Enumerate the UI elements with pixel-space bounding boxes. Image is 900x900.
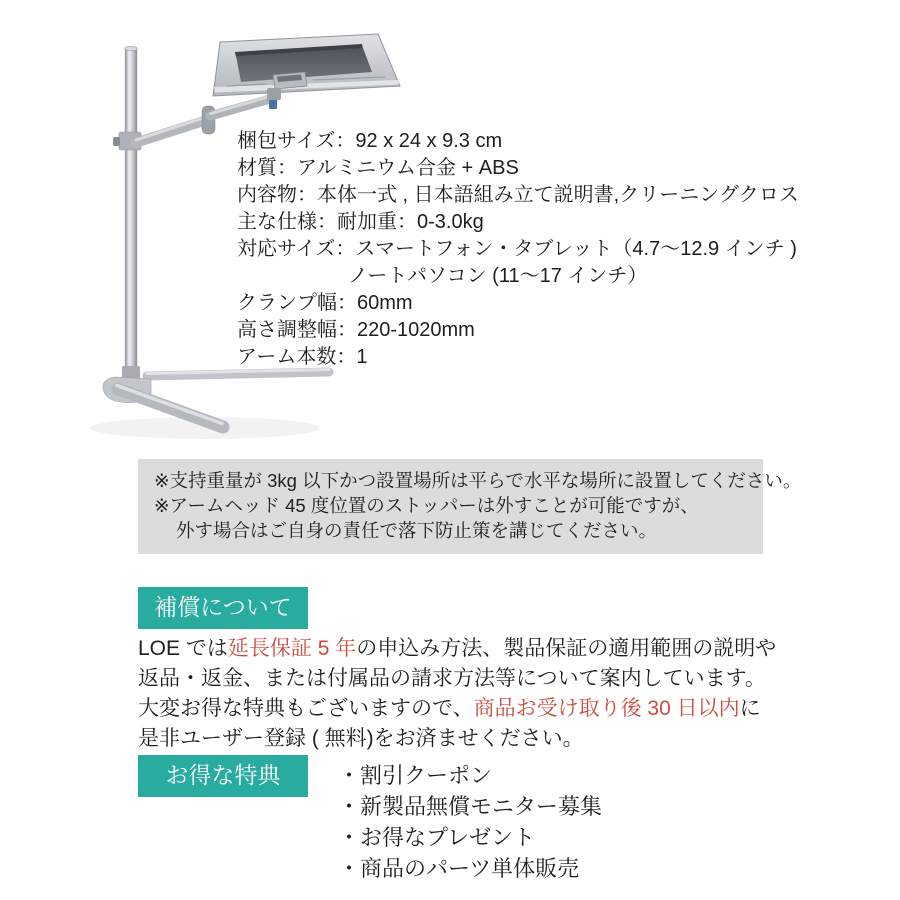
text-segment: の申込み方法、製品保証の適用範囲の説明や [356, 637, 777, 660]
text-segment: に [739, 697, 761, 720]
spec-line: 材質：アルミニウム合金 + ABS [237, 157, 519, 179]
blue-clip [269, 100, 277, 109]
benefit-item: ・新製品無償モニター募集 [338, 794, 603, 819]
note-line: ※支持重量が 3kg 以下かつ設置場所は平らで水平な場所に設置してください。 [154, 470, 802, 491]
spec-line: 対応サイズ：スマートフォン・タブレット（4.7〜12.9 インチ ) [237, 238, 797, 260]
warranty-line [138, 694, 776, 724]
benefit-item: ・お得なプレゼント [338, 825, 536, 850]
warranty-line [138, 634, 776, 664]
stand-tray [213, 34, 400, 96]
spec-list [237, 128, 799, 371]
note-line: 外す場合はご自身の責任で落下防止策を講じてください。 [176, 520, 658, 541]
tray-mount [267, 88, 281, 109]
spec-line-continued: ノートパソコン (11〜17 インチ） [348, 265, 648, 287]
spec-line: 梱包サイズ：92 x 24 x 9.3 cm [237, 130, 503, 152]
note-line: ※アームヘッド 45 度位置のストッパーは外すことが可能ですが、 [154, 495, 699, 516]
benefits-list [338, 760, 602, 884]
spec-line: クランプ幅：60mm [237, 292, 413, 314]
warranty-paragraph [138, 634, 776, 754]
warranty-line [138, 664, 776, 694]
benefit-item: ・商品のパーツ単体販売 [338, 856, 580, 881]
spec-line: 高さ調整幅：220-1020mm [237, 319, 475, 341]
notes-box [138, 459, 802, 554]
highlighted-text: 延長保証 5 年 [227, 637, 357, 660]
warranty-line [138, 724, 776, 754]
spec-line: 主な仕様：耐加重：0-3.0kg [237, 211, 484, 233]
stand-pole [122, 46, 140, 381]
warranty-section-heading: 補償について [138, 587, 308, 629]
benefit-item: ・割引クーポン [338, 763, 493, 788]
highlighted-text: 商品お受け取り後 30 日以内 [473, 697, 740, 720]
text-segment: 是非ユーザー登録 ( 無料)をお済ませください。 [138, 727, 584, 750]
benefits-section-heading: お得な特典 [138, 755, 308, 797]
spec-line: アーム本数：1 [237, 346, 368, 368]
spec-line: 内容物：本体一式 , 日本語組み立て説明書,クリーニングクロス [237, 184, 799, 206]
stand-base [103, 370, 329, 428]
text-segment: 大変お得な特典もございますので、 [138, 697, 474, 720]
text-segment: 返品・返金、または付属品の請求方法等について案内しています。 [138, 667, 766, 690]
text-segment: LOE では [138, 637, 228, 660]
